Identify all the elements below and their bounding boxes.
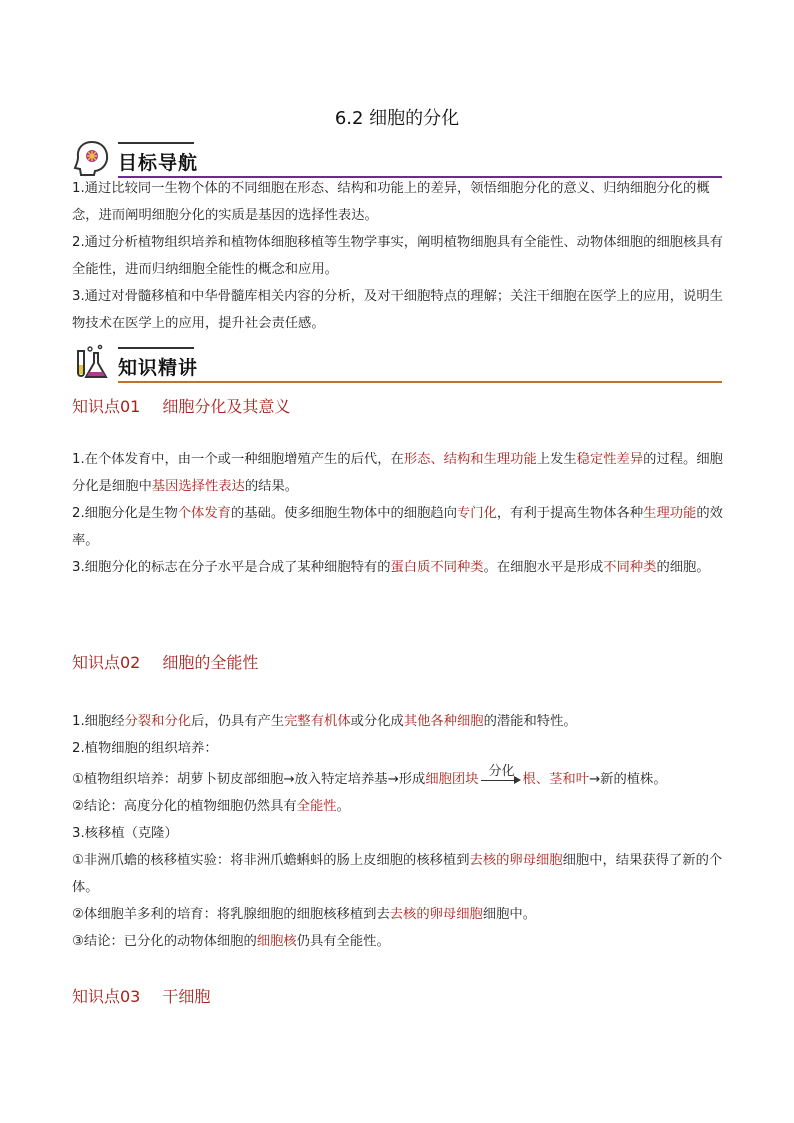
kp1-paragraph-3: 3.细胞分化的标志在分子水平是合成了某种细胞特有的蛋白质不同种类。在细胞水平是形成不同种类的细胞。 <box>72 560 710 575</box>
section-header-knowledge <box>72 343 722 389</box>
kp1-content <box>72 446 724 581</box>
kp2-paragraph-3: ①植物组织培养：胡萝卜韧皮部细胞→放入特定培养基→形成细胞团块 分化 根、茎和叶→新的植株。 <box>72 764 667 787</box>
differentiation-arrow: 分化 <box>481 771 521 787</box>
header-top-rule <box>118 142 194 144</box>
kp2-paragraph-2: 2.植物细胞的组织培养： <box>72 741 218 756</box>
lab-flask-icon <box>72 343 112 383</box>
knowledge-point-name: 细胞的全能性 <box>162 653 259 672</box>
kp2-content <box>72 708 724 955</box>
knowledge-point-number: 知识点01 <box>72 397 141 416</box>
section-title-goals: 目标导航 <box>118 152 199 174</box>
goal-item: 3.通过对骨髓移植和中华骨髓库相关内容的分析，及对干细胞特点的理解；关注干细胞在医学上的应用，说明生物技术在医学上的应用，提升社会责任感。 <box>72 289 723 331</box>
header-top-rule <box>118 347 194 349</box>
knowledge-point-name: 干细胞 <box>162 987 211 1006</box>
header-bottom-rule <box>118 381 722 383</box>
kp1-paragraph-2: 2.细胞分化是生物个体发育的基础。使多细胞生物体中的细胞趋向专门化，有利于提高生物体各种生理功能的效率。 <box>72 506 723 548</box>
kp2-paragraph-7: ②体细胞羊多利的培育：将乳腺细胞的细胞核移植到去去核的卵母细胞细胞中。 <box>72 907 537 922</box>
knowledge-point-heading <box>72 394 290 417</box>
brain-head-icon <box>72 138 112 178</box>
kp2-paragraph-5: 3.核移植（克隆） <box>72 826 178 841</box>
page-title: 6.2 细胞的分化 <box>334 108 460 129</box>
knowledge-point-name: 细胞分化及其意义 <box>162 397 291 416</box>
kp2-paragraph-8: ③结论：已分化的动物体细胞的细胞核仍具有全能性。 <box>72 934 390 949</box>
kp2-paragraph-1: 1.细胞经分裂和分化后，仍具有产生完整有机体或分化成其他各种细胞的潜能和特性。 <box>72 714 577 729</box>
goal-item: 1.通过比较同一生物个体的不同细胞在形态、结构和功能上的差异，领悟细胞分化的意义、归纳细胞分化的概念，进而阐明细胞分化的实质是基因的选择性表达。 <box>72 181 710 223</box>
kp2-paragraph-6: ①非洲爪蟾的核移植实验：将非洲爪蟾蝌蚪的肠上皮细胞的核移植到去核的卵母细胞细胞中，结果获得了新的个体。 <box>72 853 723 895</box>
knowledge-point-number: 知识点03 <box>72 987 141 1006</box>
knowledge-point-number: 知识点02 <box>72 653 141 672</box>
section-title-knowledge: 知识精讲 <box>118 357 199 379</box>
goals-list <box>72 175 724 337</box>
knowledge-point-heading <box>72 650 258 673</box>
knowledge-point-heading <box>72 984 210 1007</box>
goal-item: 2.通过分析植物组织培养和植物体细胞移植等生物学事实，阐明植物细胞具有全能性、动物体细胞的细胞核具有全能性，进而归纳细胞全能性的概念和应用。 <box>72 235 723 277</box>
kp2-paragraph-4: ②结论：高度分化的植物细胞仍然具有全能性。 <box>72 799 350 814</box>
kp1-paragraph-1: 1.在个体发育中，由一个或一种细胞增殖产生的后代，在形态、结构和生理功能上发生稳定性差异的过程。细胞分化是细胞中基因选择性表达的结果。 <box>72 452 723 494</box>
